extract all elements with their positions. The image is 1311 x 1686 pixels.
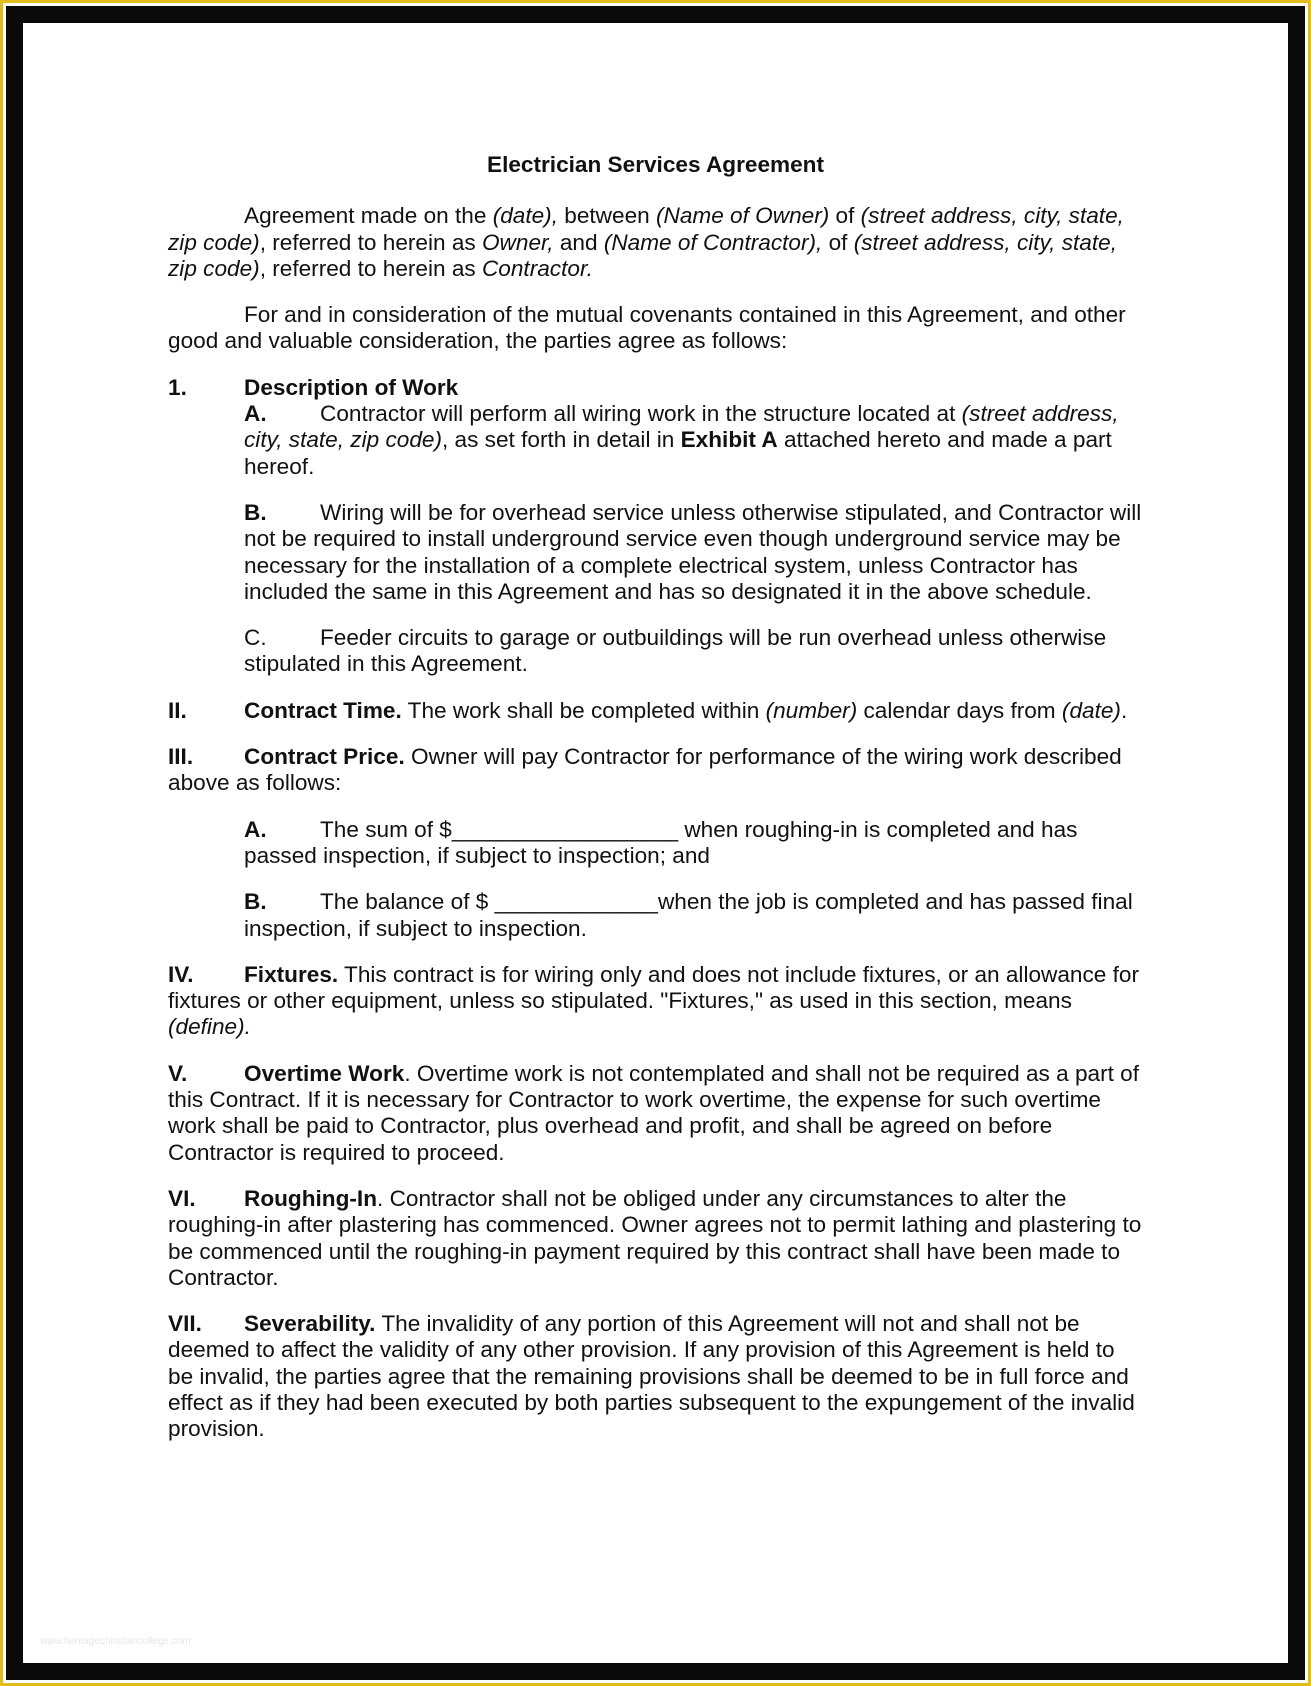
clause-letter: A.: [244, 401, 267, 427]
section-number: 1.: [168, 374, 187, 400]
section-1-clause-c: C. Feeder circuits to garage or outbuildings will be run overhead unless otherwise stipulated in this Agreement.: [244, 625, 1107, 677]
section-1-clause-a: A. Contractor will perform all wiring work in the structure located at (street address, city, state, zip code), as set forth in detail in Exhibit A attached hereto and made a part hereof.: [244, 401, 1119, 479]
section-1-heading-row: [168, 375, 1143, 401]
section-heading: Contract Time.: [244, 697, 402, 723]
document-body: [168, 152, 1143, 1443]
section-1-clause-b: B. Wiring will be for overhead service unless otherwise stipulated, and Contractor will not be required to install underground service even though underground service may be necessary for the installation of a complete electrical system, unless Contractor has included the same in this Agreement and has so designated it in the above schedule.: [244, 499, 1142, 604]
section-number: VII.: [168, 1311, 202, 1337]
section-3-clause-a: A. The sum of $__________________ when roughing-in is completed and has passed inspection, if subject to inspection; and: [244, 816, 1078, 868]
section-number: IV.: [168, 961, 194, 987]
section-heading: Fixtures.: [244, 961, 339, 987]
section-7: VII. Severability. The invalidity of any portion of this Agreement will not and shall not be deemed to affect the validity of any other provision. If any provision of this Agreement is held to be invalid, the parties agree that the remaining provisions shall be deemed to be in full force and effect as if they had been executed by both parties subsequent to the expungement of the invalid provision.: [168, 1311, 1135, 1442]
section-3-clause-b: B. The balance of $ _____________when the job is completed and has passed final inspection, if subject to inspection.: [244, 889, 1133, 941]
section-heading: Severability.: [244, 1311, 376, 1337]
section-4: IV. Fixtures. This contract is for wiring only and does not include fixtures, or an allowance for fixtures or other equipment, unless so stipulated. "Fixtures," as used in this section, means (define).: [168, 961, 1139, 1040]
clause-letter: A.: [244, 816, 267, 842]
clause-letter: C.: [244, 625, 267, 651]
section-heading: Roughing-In: [244, 1185, 378, 1211]
document-title: Electrician Services Agreement: [487, 152, 824, 177]
section-6: VI. Roughing-In. Contractor shall not be obliged under any circumstances to alter the roughing-in after plastering has commenced. Owner agrees not to permit lathing and plastering to be commenced until the roughing-in payment required by this contract shall have been made to Contractor.: [168, 1185, 1142, 1290]
watermark: www.heritagechristiancollege.com: [40, 1636, 191, 1647]
intro-paragraph: Agreement made on the (date), between (Name of Owner) of (street address, city, state, zip code), referred to herein as Owner, and (Name of Contractor), of (street address, city, state, zip code), referred to herein as Contractor.: [168, 203, 1124, 281]
section-heading: Overtime Work: [244, 1060, 405, 1086]
section-3: III. Contract Price. Owner will pay Contractor for performance of the wiring work described above as follows:: [168, 744, 1122, 796]
section-number: VI.: [168, 1185, 196, 1211]
section-5: V. Overtime Work. Overtime work is not contemplated and shall not be required as a part of this Contract. If it is necessary for Contractor to work overtime, the expense for such overtime work shall be paid to Contractor, plus overhead and profit, and shall be agreed on before Contractor is required to proceed.: [168, 1060, 1139, 1165]
section-heading: Contract Price.: [244, 744, 405, 770]
section-heading: Description of Work: [244, 374, 459, 400]
section-number: V.: [168, 1060, 188, 1086]
clause-letter: B.: [244, 889, 267, 915]
section-2: II. Contract Time. The work shall be completed within (number) calendar days from (date).: [168, 697, 1128, 723]
consideration-paragraph: For and in consideration of the mutual covenants contained in this Agreement, and other good and valuable consideration, the parties agree as follows:: [168, 302, 1126, 354]
section-number: III.: [168, 744, 194, 770]
section-number: II.: [168, 697, 187, 723]
clause-letter: B.: [244, 499, 267, 525]
